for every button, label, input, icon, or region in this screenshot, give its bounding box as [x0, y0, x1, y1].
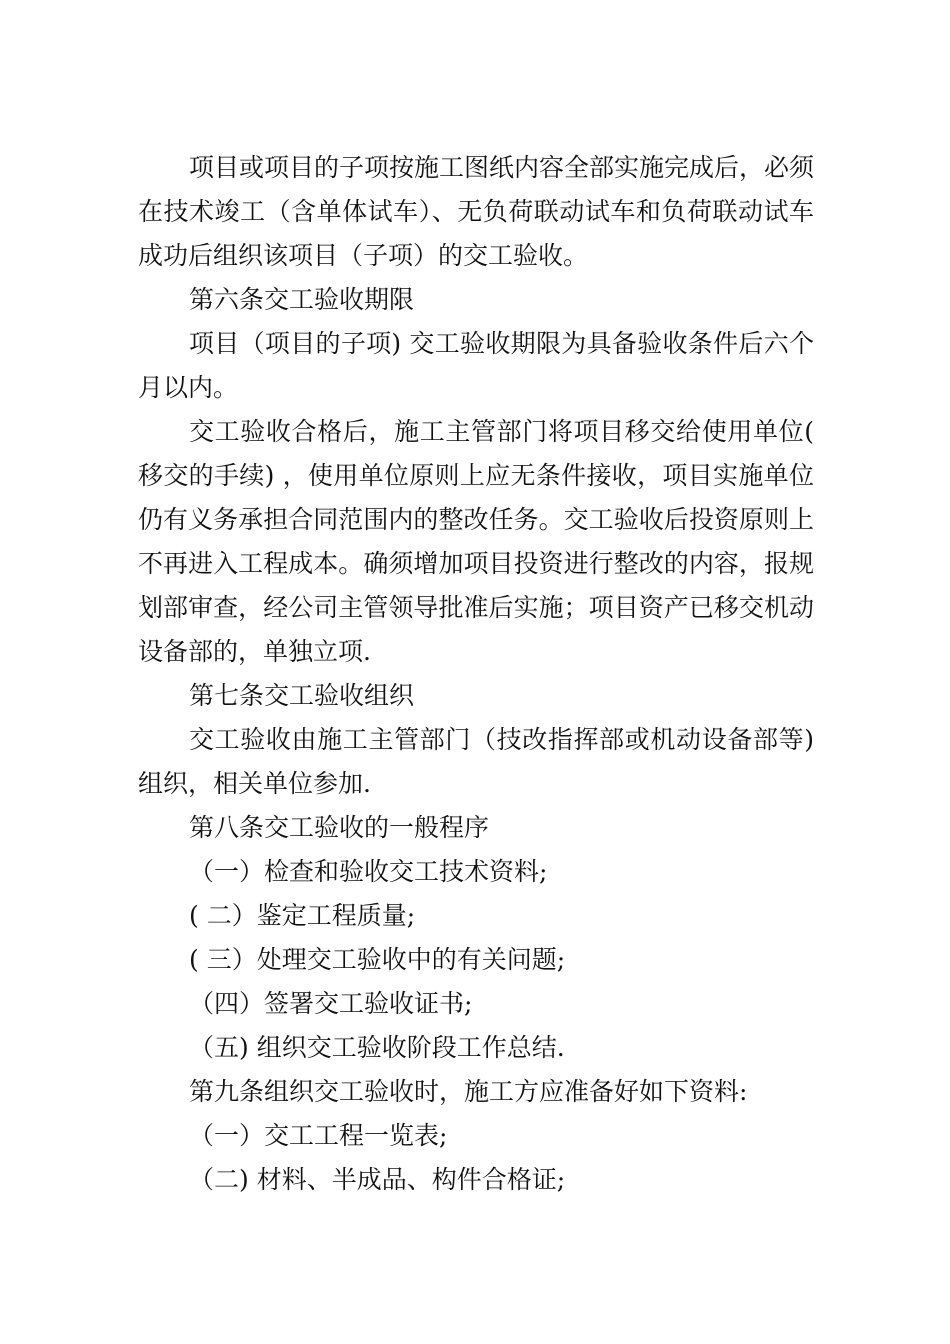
procedure-item-4: （四）签署交工验收证书;	[189, 989, 473, 1018]
materials-item-2: （二) 材料、半成品、构件合格证;	[189, 1165, 566, 1194]
document-page	[138, 146, 814, 1202]
paragraph-completion-requirement: 项目或项目的子项按施工图纸内容全部实施完成后，必须在技术竣工（含单体试车）、无负荷联动试车和负荷联动试车成功后组织该项目（子项）的交工验收。	[138, 153, 815, 270]
procedure-item-3: ( 三）处理交工验收中的有关问题;	[189, 945, 566, 974]
procedure-item-2: ( 二）鉴定工程质量;	[189, 901, 416, 930]
article-6-heading: 第六条交工验收期限	[189, 285, 415, 314]
paragraph-handover-after-acceptance: 交工验收合格后，施工主管部门将项目移交给使用单位( 移交的手续) ，使用单位原则上应无条件接收，项目实施单位仍有义务承担合同范围内的整改任务。交工验收后投资原则上不再进入工程成本。确须增加项目投资进行整改的内容，报规划部审查，经公司主管领导批准后实施；项目资产已移交机动设备部的，单独立项.	[138, 417, 814, 666]
procedure-item-5: （五) 组织交工验收阶段工作总结.	[189, 1033, 565, 1062]
paragraph-acceptance-organization: 交工验收由施工主管部门（技改指挥部或机动设备部等) 组织，相关单位参加.	[138, 725, 814, 798]
article-7-heading: 第七条交工验收组织	[189, 681, 415, 710]
paragraph-acceptance-deadline: 项目（项目的子项) 交工验收期限为具备验收条件后六个月以内。	[138, 329, 814, 402]
materials-item-1: （一）交工工程一览表;	[189, 1121, 448, 1150]
article-8-heading: 第八条交工验收的一般程序	[189, 813, 490, 842]
article-9-heading: 第九条组织交工验收时，施工方应准备好如下资料:	[189, 1077, 748, 1106]
procedure-item-1: （一）检查和验收交工技术资料;	[189, 857, 548, 886]
